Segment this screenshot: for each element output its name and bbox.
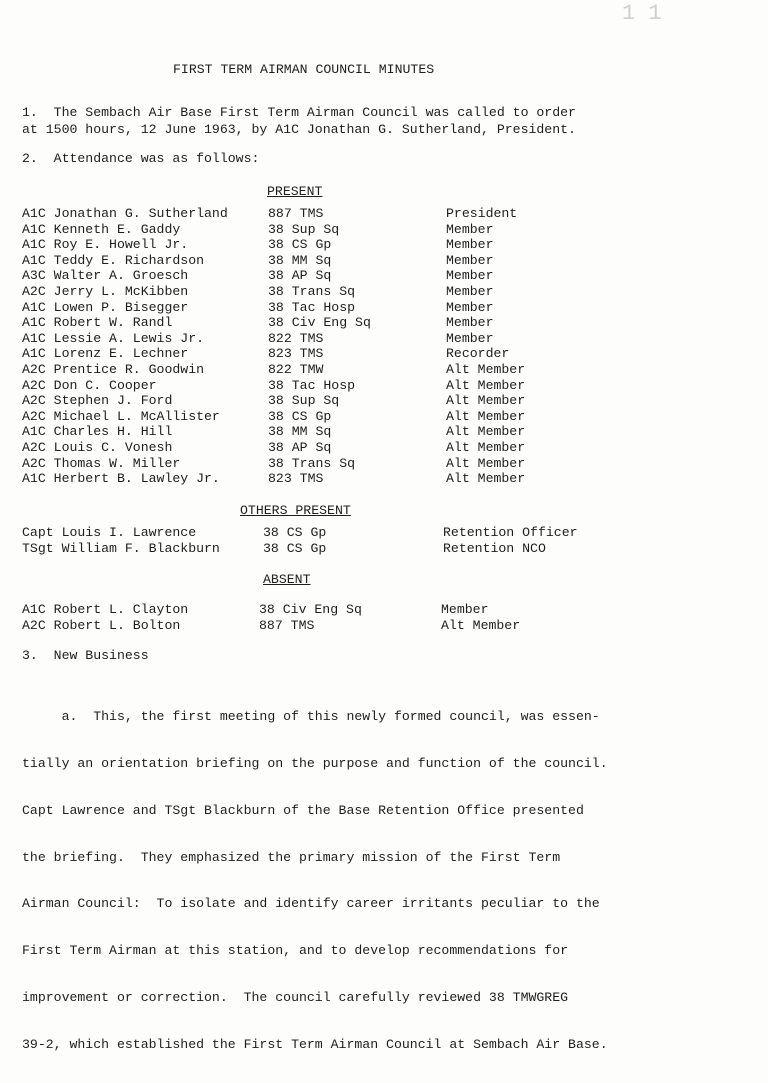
attendee-unit: 38 CS Gp — [268, 237, 332, 253]
attendee-role: Alt Member — [446, 362, 526, 377]
attendee-name: A1C Lorenz E. Lechner — [22, 346, 189, 362]
corner-mark: 1 1 — [622, 1, 662, 26]
absent-heading: ABSENT — [263, 572, 311, 587]
attendee-unit: 822 TMS — [268, 330, 324, 346]
attendee-name: A1C Teddy E. Richardson — [22, 252, 205, 268]
attendee-unit: 38 CS Gp — [263, 541, 327, 556]
attendee-unit: 38 AP Sq — [268, 268, 332, 284]
attendee-role: Member — [446, 299, 494, 315]
paragraph-a-line: First Term Airman at this station, and to develop recommendations for — [22, 943, 569, 959]
attendee-role: Member — [446, 252, 494, 268]
attendee-role: Alt Member — [446, 471, 526, 487]
attendee-name: A2C Jerry L. McKibben — [22, 284, 189, 299]
attendee-role: President — [446, 206, 518, 221]
attendee-unit: 38 MM Sq — [268, 424, 332, 440]
attendee-unit: 887 TMS — [268, 206, 324, 221]
attendee-role: Alt Member — [446, 377, 526, 393]
attendee-name: Capt Louis I. Lawrence — [22, 525, 197, 540]
attendee-name: A1C Lessie A. Lewis Jr. — [22, 330, 205, 346]
attendee-unit: 38 Tac Hosp — [268, 299, 356, 315]
attendee-unit: 38 AP Sq — [268, 440, 332, 455]
paragraph-a-line: tially an orientation briefing on the purpose and function of the council. — [22, 755, 608, 771]
attendee-name: A2C Michael L. McAllister — [22, 408, 220, 424]
paragraph-a-line: improvement or correction. The council carefully reviewed 38 TMWGREG — [22, 989, 569, 1005]
attendee-unit: 38 Civ Eng Sq — [268, 315, 371, 331]
attendee-name: A1C Kenneth E. Gaddy — [22, 221, 181, 237]
attendee-role: Recorder — [446, 346, 510, 362]
present-heading: PRESENT — [267, 184, 323, 199]
paragraph-a-line: Capt Lawrence and TSgt Blackburn of the Base Retention Office presented — [22, 802, 584, 818]
item-1-line-2: at 1500 hours, 12 June 1963, by A1C Jonathan G. Sutherland, President. — [22, 122, 576, 137]
attendee-unit: 38 CS Gp — [268, 408, 332, 424]
attendee-role: Member — [446, 221, 494, 237]
attendee-unit: 38 Tac Hosp — [268, 377, 356, 393]
item-1-line-1: 1. The Sembach Air Base First Term Airman Council was called to order — [22, 105, 576, 120]
attendee-unit: 823 TMS — [268, 471, 324, 487]
attendee-name: A2C Don C. Cooper — [22, 377, 157, 393]
attendee-role: Member — [441, 602, 489, 617]
attendee-role: Member — [446, 268, 494, 284]
paragraph-a-line: the briefing. They emphasized the primary mission of the First Term — [22, 849, 561, 865]
attendee-name: A1C Robert L. Clayton — [22, 602, 189, 617]
attendee-unit: 38 MM Sq — [268, 252, 332, 268]
attendee-unit: 822 TMW — [268, 362, 324, 377]
item-3-heading: 3. New Business — [22, 648, 149, 663]
paragraph-a — [22, 678, 722, 1083]
attendee-unit: 887 TMS — [259, 618, 315, 633]
attendee-name: A3C Walter A. Groesch — [22, 268, 189, 284]
attendee-name: A1C Lowen P. Bisegger — [22, 299, 189, 315]
attendee-role: Retention NCO — [443, 541, 546, 556]
attendee-unit: 823 TMS — [268, 346, 324, 362]
attendee-name: A2C Thomas W. Miller — [22, 455, 181, 471]
attendee-name: A1C Herbert B. Lawley Jr. — [22, 471, 220, 487]
attendee-name: A1C Jonathan G. Sutherland — [22, 206, 228, 221]
attendee-role: Member — [446, 315, 494, 331]
attendee-unit: 38 Civ Eng Sq — [259, 602, 362, 617]
attendee-role: Alt Member — [446, 408, 526, 424]
attendee-unit: 38 Sup Sq — [268, 221, 340, 237]
attendee-unit: 38 Sup Sq — [268, 393, 340, 409]
attendee-role: Alt Member — [446, 440, 526, 455]
paragraph-a-line: Airman Council: To isolate and identify career irritants peculiar to the — [22, 896, 600, 912]
attendee-name: A1C Charles H. Hill — [22, 424, 173, 440]
attendee-name: A2C Prentice R. Goodwin — [22, 362, 205, 377]
attendee-name: A2C Robert L. Bolton — [22, 618, 181, 633]
attendee-role: Retention Officer — [443, 525, 578, 540]
attendee-role: Member — [446, 237, 494, 253]
attendee-name: A1C Roy E. Howell Jr. — [22, 237, 189, 253]
attendee-role: Alt Member — [446, 455, 526, 471]
item-2-heading: 2. Attendance was as follows: — [22, 151, 260, 166]
attendee-name: A2C Louis C. Vonesh — [22, 440, 173, 455]
attendee-name: TSgt William F. Blackburn — [22, 541, 220, 556]
attendee-role: Alt Member — [446, 424, 526, 440]
attendee-role: Alt Member — [441, 618, 521, 633]
attendee-role: Alt Member — [446, 393, 526, 409]
paragraph-a-line: a. This, the first meeting of this newly formed council, was essen- — [22, 709, 600, 725]
attendee-name: A1C Robert W. Randl — [22, 315, 173, 331]
attendee-name: A2C Stephen J. Ford — [22, 393, 173, 409]
attendee-role: Member — [446, 330, 494, 346]
others-present-heading: OTHERS PRESENT — [240, 503, 351, 518]
attendee-unit: 38 CS Gp — [263, 525, 327, 540]
paragraph-a-line: 39-2, which established the First Term Airman Council at Sembach Air Base. — [22, 1036, 608, 1052]
document-title: FIRST TERM AIRMAN COUNCIL MINUTES — [173, 62, 435, 77]
attendee-unit: 38 Trans Sq — [268, 284, 356, 299]
attendee-role: Member — [446, 284, 494, 299]
attendee-unit: 38 Trans Sq — [268, 455, 356, 471]
